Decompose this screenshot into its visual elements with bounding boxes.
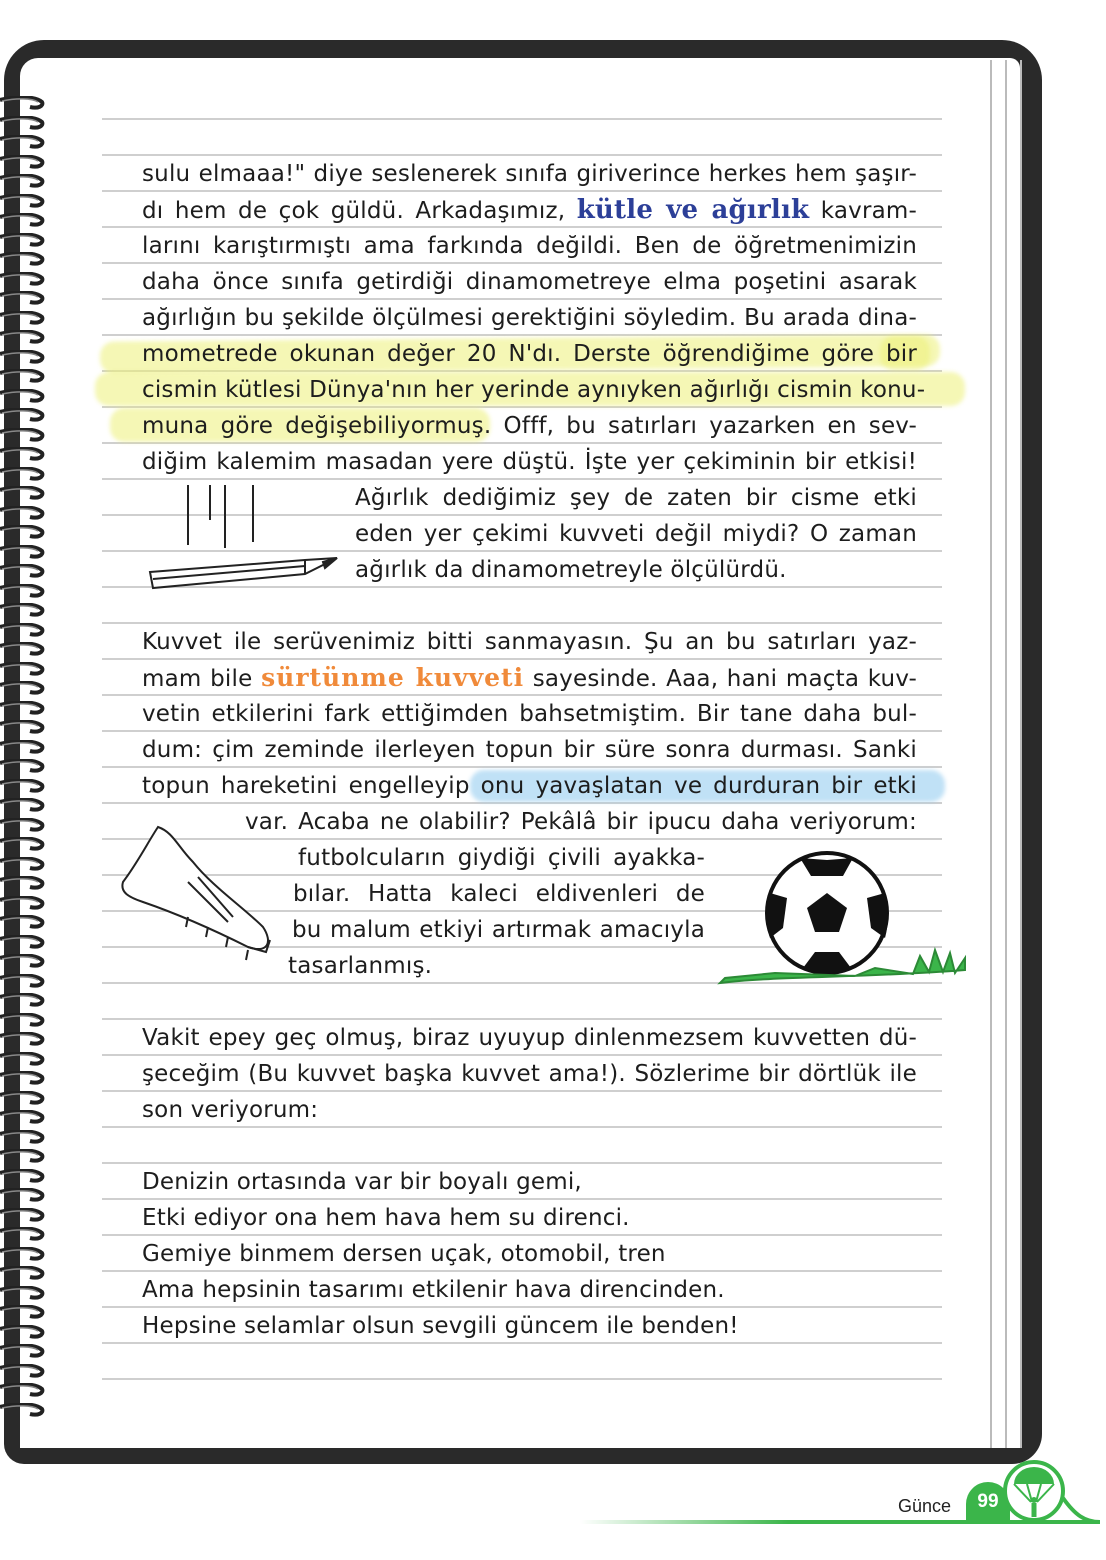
spiral-ring <box>0 232 46 246</box>
spiral-ring <box>0 953 46 967</box>
text-line: larını karıştırmıştı ama farkında değildi. Ben de öğretmenimizin <box>142 233 917 259</box>
margin-line <box>1020 60 1022 1448</box>
spiral-ring <box>0 1304 46 1318</box>
text-line: Gemiye binmem dersen uçak, otomobil, tren <box>142 1241 666 1267</box>
text-line: topun hareketini engelleyip onu yavaşlatan ve durduran bir etki <box>142 773 917 799</box>
spiral-ring <box>0 1031 46 1045</box>
text-line: bılar. Hatta kaleci eldivenleri de <box>293 881 705 907</box>
spiral-ring <box>0 154 46 168</box>
page-number: 99 <box>966 1482 1010 1524</box>
spiral-ring <box>0 505 46 519</box>
spiral-ring <box>0 349 46 363</box>
spiral-ring <box>0 271 46 285</box>
keyword-highlight: sürtünme kuvveti <box>261 663 525 692</box>
text-line <box>142 192 917 228</box>
spiral-ring <box>0 524 46 538</box>
spiral-ring <box>0 661 46 675</box>
spiral-ring <box>0 251 46 265</box>
spiral-ring <box>0 1070 46 1084</box>
spiral-ring <box>0 310 46 324</box>
ruled-line <box>102 118 942 120</box>
text-line: tasarlanmış. <box>288 953 433 979</box>
text-line: Denizin ortasında var bir boyalı gemi, <box>142 1169 582 1195</box>
spiral-ring <box>0 1129 46 1143</box>
spiral-ring <box>0 934 46 948</box>
spiral-ring <box>0 1265 46 1279</box>
spiral-ring <box>0 427 46 441</box>
spiral-ring <box>0 1187 46 1201</box>
text-segment: sayesinde. Aaa, hani maçta kuv- <box>532 666 918 692</box>
spiral-ring <box>0 622 46 636</box>
spiral-ring <box>0 875 46 889</box>
spiral-ring <box>0 758 46 772</box>
spiral-ring <box>0 95 46 109</box>
spiral-ring <box>0 193 46 207</box>
spiral-ring <box>0 290 46 304</box>
spiral-ring <box>0 602 46 616</box>
spiral-ring <box>0 1012 46 1026</box>
spiral-ring <box>0 1168 46 1182</box>
text-line: Kuvvet ile serüvenimiz bitti sanmayasın. Şu an bu satırları yaz- <box>142 629 917 655</box>
spiral-ring <box>0 1402 46 1416</box>
spiral-ring <box>0 817 46 831</box>
spiral-ring <box>0 329 46 343</box>
spiral-ring <box>0 992 46 1006</box>
spiral-ring <box>0 563 46 577</box>
text-segment: mam bile <box>142 666 253 692</box>
spiral-ring <box>0 407 46 421</box>
text-line: şeceğim (Bu kuvvet başka kuvvet ama!). Sözlerime bir dörtlük ile <box>142 1061 917 1087</box>
text-line: Etki ediyor ona hem hava hem su direnci. <box>142 1205 630 1231</box>
spiral-ring <box>0 778 46 792</box>
spiral-ring <box>0 446 46 460</box>
spiral-ring <box>0 797 46 811</box>
spiral-ring <box>0 485 46 499</box>
text-line: dum: çim zeminde ilerleyen topun bir süre sonra durması. Sanki <box>142 737 917 763</box>
spiral-ring <box>0 1363 46 1377</box>
parachute-logo-icon <box>1000 1460 1100 1526</box>
spiral-ring <box>0 1051 46 1065</box>
spiral-ring <box>0 739 46 753</box>
soccer-ball-illustration <box>715 848 975 993</box>
text-line: Ama hepsinin tasarımı etkilenir hava direncinden. <box>142 1277 725 1303</box>
text-line: vetin etkilerini fark ettiğimden bahsetmiştim. Bir tane daha bul- <box>142 701 917 727</box>
spiral-ring <box>0 836 46 850</box>
text-line: ağırlık da dinamometreyle ölçülürdü. <box>355 557 787 583</box>
text-line: sulu elmaaa!" diye seslenerek sınıfa giriverince herkes hem şaşır- <box>142 161 917 187</box>
text-line: bu malum etkiyi artırmak amacıyla <box>292 917 705 943</box>
margin-line <box>990 60 992 1448</box>
spiral-ring <box>0 1246 46 1260</box>
spiral-ring <box>0 1343 46 1357</box>
spiral-ring <box>0 134 46 148</box>
text-line: cismin kütlesi Dünya'nın her yerinde aynıyken ağırlığı cismin konu- <box>142 377 926 403</box>
spiral-ring <box>0 388 46 402</box>
text-line: daha önce sınıfa getirdiği dinamometreye elma poşetini asarak <box>142 269 917 295</box>
spiral-ring <box>0 173 46 187</box>
text-line: eden yer çekimi kuvveti değil miydi? O zaman <box>355 521 917 547</box>
spiral-ring <box>0 368 46 382</box>
falling-pencil-illustration <box>145 480 345 595</box>
spiral-ring <box>0 973 46 987</box>
spiral-ring <box>0 680 46 694</box>
spiral-ring <box>0 700 46 714</box>
text-line: diğim kalemim masadan yere düştü. İşte yer çekiminin bir etkisi! <box>142 449 917 475</box>
text-line: futbolcuların giydiği çivili ayakka- <box>298 845 705 871</box>
spiral-ring <box>0 1226 46 1240</box>
spiral-ring <box>0 1090 46 1104</box>
football-boot-illustration <box>118 822 278 970</box>
spiral-ring <box>0 466 46 480</box>
ruled-line <box>102 1378 942 1380</box>
keyword-highlight: kütle ve ağırlık <box>576 195 810 225</box>
spiral-ring <box>0 914 46 928</box>
text-segment: dı hem de çok güldü. Arkadaşımız, <box>142 198 566 224</box>
margin-line <box>1005 60 1007 1448</box>
text-segment: kavram- <box>820 198 917 224</box>
text-line <box>142 660 917 696</box>
spiral-ring <box>0 1109 46 1123</box>
text-line: muna göre değişebiliyormuş. Offf, bu satırları yazarken en sev- <box>142 413 917 439</box>
text-line: ağırlığın bu şekilde ölçülmesi gerektiğini söyledim. Bu arada dina- <box>142 305 917 331</box>
spiral-ring <box>0 1382 46 1396</box>
spiral-ring <box>0 115 46 129</box>
spiral-ring <box>0 856 46 870</box>
text-line: Vakit epey geç olmuş, biraz uyuyup dinlenmezsem kuvvetten dü- <box>142 1025 917 1051</box>
spiral-ring <box>0 583 46 597</box>
spiral-ring <box>0 719 46 733</box>
footer-section-label: Günce <box>898 1496 952 1516</box>
spiral-ring <box>0 1207 46 1221</box>
text-line: mometrede okunan değer 20 N'dı. Derste öğrendiğime göre bir <box>142 341 917 367</box>
text-line: Ağırlık dediğimiz şey de zaten bir cisme etki <box>355 485 917 511</box>
spiral-ring <box>0 544 46 558</box>
text-line: var. Acaba ne olabilir? Pekâlâ bir ipucu daha veriyorum: <box>245 809 917 835</box>
spiral-ring <box>0 641 46 655</box>
text-line: Hepsine selamlar olsun sevgili güncem ile benden! <box>142 1313 739 1339</box>
spiral-ring <box>0 895 46 909</box>
spiral-ring <box>0 1324 46 1338</box>
text-line: son veriyorum: <box>142 1097 319 1123</box>
spiral-ring <box>0 1285 46 1299</box>
spiral-ring <box>0 1148 46 1162</box>
spiral-ring <box>0 212 46 226</box>
